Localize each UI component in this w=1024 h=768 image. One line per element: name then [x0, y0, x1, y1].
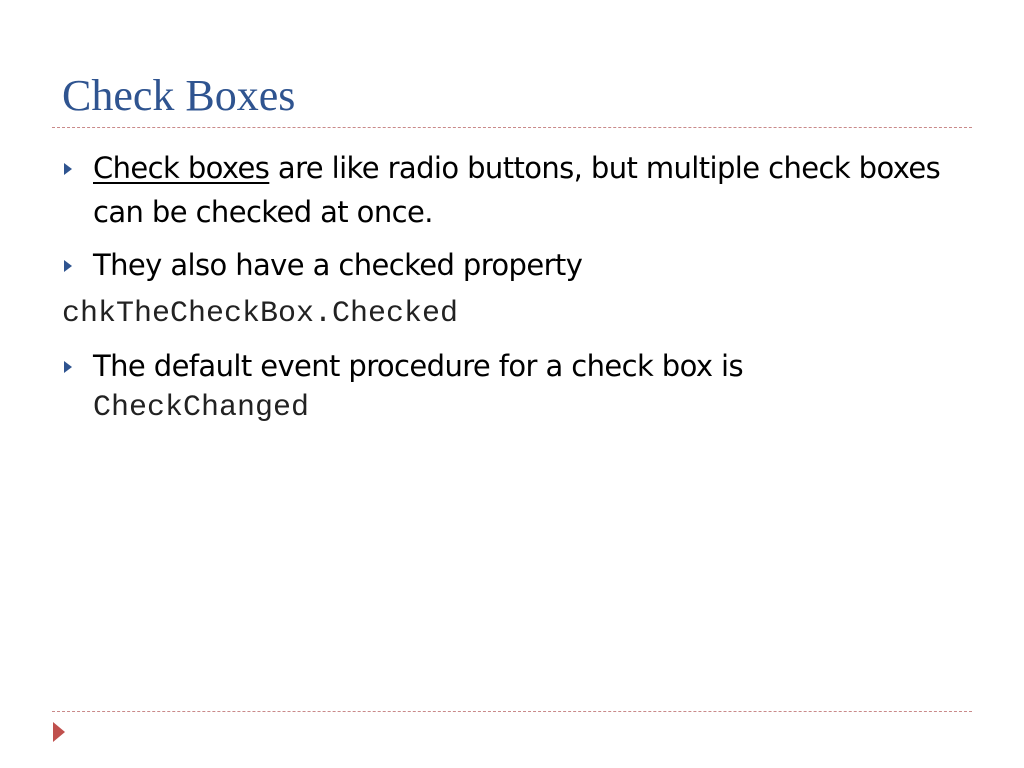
- footer-divider: [52, 711, 972, 712]
- triangle-right-icon: [64, 163, 72, 175]
- slide-title: Check Boxes: [62, 71, 296, 120]
- slide-content: [62, 146, 942, 437]
- play-arrow-icon[interactable]: [53, 722, 65, 742]
- bullet-item: [62, 146, 942, 234]
- triangle-right-icon: [64, 361, 72, 373]
- bullet-item: [62, 243, 942, 287]
- bullet-text: They also have a checked property: [93, 248, 583, 282]
- title-divider: [52, 127, 972, 128]
- check-boxes-term: Check boxes: [93, 151, 270, 185]
- triangle-right-icon: [64, 260, 72, 272]
- bullet-item: [62, 344, 942, 428]
- bullet-text: are like radio buttons, but multiple check boxes can be checked at once.: [93, 151, 941, 229]
- bullet-text: The default event procedure for a check box is: [93, 349, 743, 383]
- event-name-code: CheckChanged: [93, 391, 310, 425]
- code-line: chkTheCheckBox.Checked: [62, 297, 459, 331]
